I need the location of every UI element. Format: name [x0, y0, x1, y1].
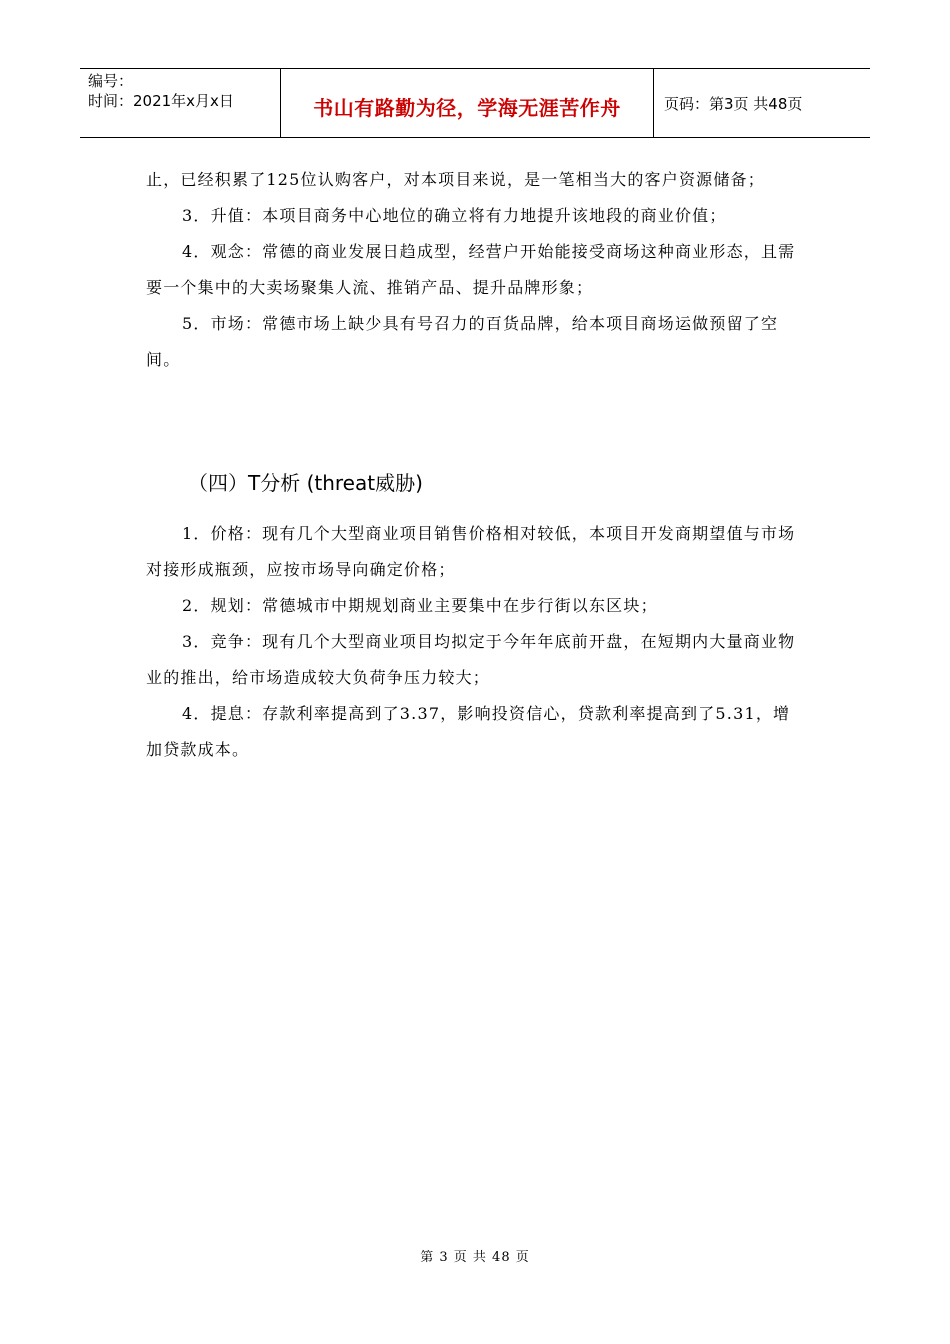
page-header	[80, 68, 870, 138]
paragraph: 4．观念：常德的商业发展日趋成型，经营户开始能接受商场这种商业形态，且需要一个集中的大卖场聚集人流、推销产品、提升品牌形象；	[146, 242, 796, 297]
section-heading: （四）T分析 (threat威胁)	[188, 471, 423, 495]
header-page-cell	[654, 69, 870, 137]
page-info: 页码：第3页 共48页	[664, 95, 803, 113]
paragraph: 4．提息：存款利率提高到了3.37，影响投资信心，贷款利率提高到了5.31，增加贷款成本。	[146, 704, 791, 759]
section-threat-text	[146, 516, 806, 768]
header-left-cell	[80, 69, 281, 137]
paragraph: 5．市场：常德市场上缺少具有号召力的百货品牌，给本项目商场运做预留了空间。	[146, 314, 779, 369]
paragraph: 2．规划：常德城市中期规划商业主要集中在步行街以东区块；	[182, 596, 658, 615]
time-label: 时间：2021年x月x日	[88, 92, 234, 110]
paragraph: 3．升值：本项目商务中心地位的确立将有力地提升该地段的商业价值；	[182, 206, 727, 225]
paragraph: 1．价格：现有几个大型商业项目销售价格相对较低，本项目开发商期望值与市场对接形成瓶颈，应按市场导向确定价格；	[146, 524, 796, 579]
page-footer: 第 3 页 共 48 页	[420, 1250, 530, 1265]
header-motto-cell	[281, 69, 654, 137]
motto-text: 书山有路勤为径，学海无涯苦作舟	[313, 96, 621, 120]
paragraph: 止，已经积累了125位认购客户，对本项目来说，是一笔相当大的客户资源储备；	[146, 170, 765, 189]
code-label: 编号：	[88, 72, 134, 90]
section-opportunity-text	[146, 162, 806, 378]
paragraph: 3．竞争：现有几个大型商业项目均拟定于今年年底前开盘，在短期内大量商业物业的推出，给市场造成较大负荷争压力较大；	[146, 632, 796, 687]
